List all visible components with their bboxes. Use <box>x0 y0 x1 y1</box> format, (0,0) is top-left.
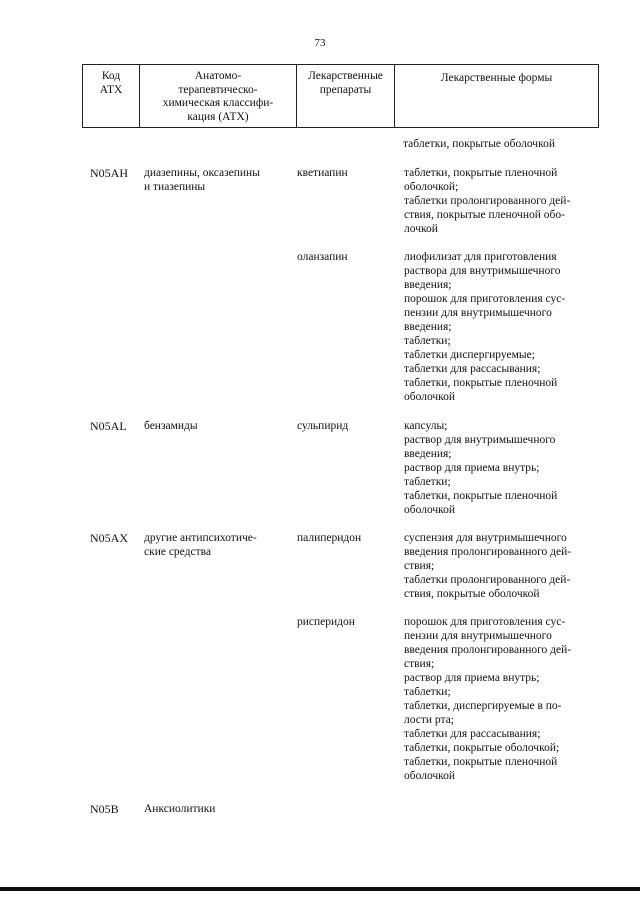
continuation-form: таблетки, покрытые оболочкой <box>403 138 555 150</box>
atc-code: N05B <box>90 802 119 816</box>
atc-code: N05AX <box>90 531 128 545</box>
atc-classification: другие антипсихотиче- ские средства <box>144 532 257 558</box>
dosage-forms: суспензия для внутримышечного введения пролонгированного дей- ствия; таблетки пролонгированного дей- ствия, покрытые оболочкой <box>404 532 572 600</box>
table-header <box>82 64 599 128</box>
dosage-forms: капсулы; раствор для внутримышечного введения; раствор для приема внутрь; таблетки; таблетки, покрытые пленочной оболочкой <box>404 420 558 516</box>
atc-classification: диазепины, оксазепины и тиазепины <box>144 167 260 193</box>
header-forms: Лекарственные формы <box>440 72 553 84</box>
atc-code: N05AL <box>90 419 127 433</box>
drug-name: кветиапин <box>297 167 348 179</box>
footer-rule <box>0 887 640 891</box>
drug-name: сульпирид <box>297 420 349 432</box>
header-code: Код АТХ <box>83 65 140 127</box>
drug-name: рисперидон <box>297 616 355 628</box>
atc-code: N05AH <box>90 166 128 180</box>
atc-classification: Анксиолитики <box>144 803 216 815</box>
dosage-forms: порошок для приготовления сус- пензии для внутримышечного введения пролонгированного дей- ствия; раствор для приема внутрь; таблетки; таблетки, диспергируемые в по- лости рта; таблетки для рассасывания; таблетки, покрытые оболочкой; таблетки, покрытые пленочной оболочкой <box>404 616 572 782</box>
dosage-forms: таблетки, покрытые пленочной оболочкой; таблетки пролонгированного дей- ствия, покрытые пленочной обо- лочкой <box>404 167 571 235</box>
header-classification: Анатомо- терапевтическо- химическая классифи- кация (АТХ) <box>140 65 297 127</box>
drug-name: оланзапин <box>297 251 348 263</box>
page-number: 73 <box>314 37 326 49</box>
drug-name: палиперидон <box>297 532 362 544</box>
dosage-forms: лиофилизат для приготовления раствора для внутримышечного введения; порошок для приготовления сус- пензии для внутримышечного введения; таблетки; таблетки диспергируемые; таблетки для рассасывания; таблетки, покрытые пленочной оболочкой <box>404 251 566 403</box>
header-drugs: Лекарственные препараты <box>297 65 395 127</box>
atc-classification: бензамиды <box>144 420 198 432</box>
